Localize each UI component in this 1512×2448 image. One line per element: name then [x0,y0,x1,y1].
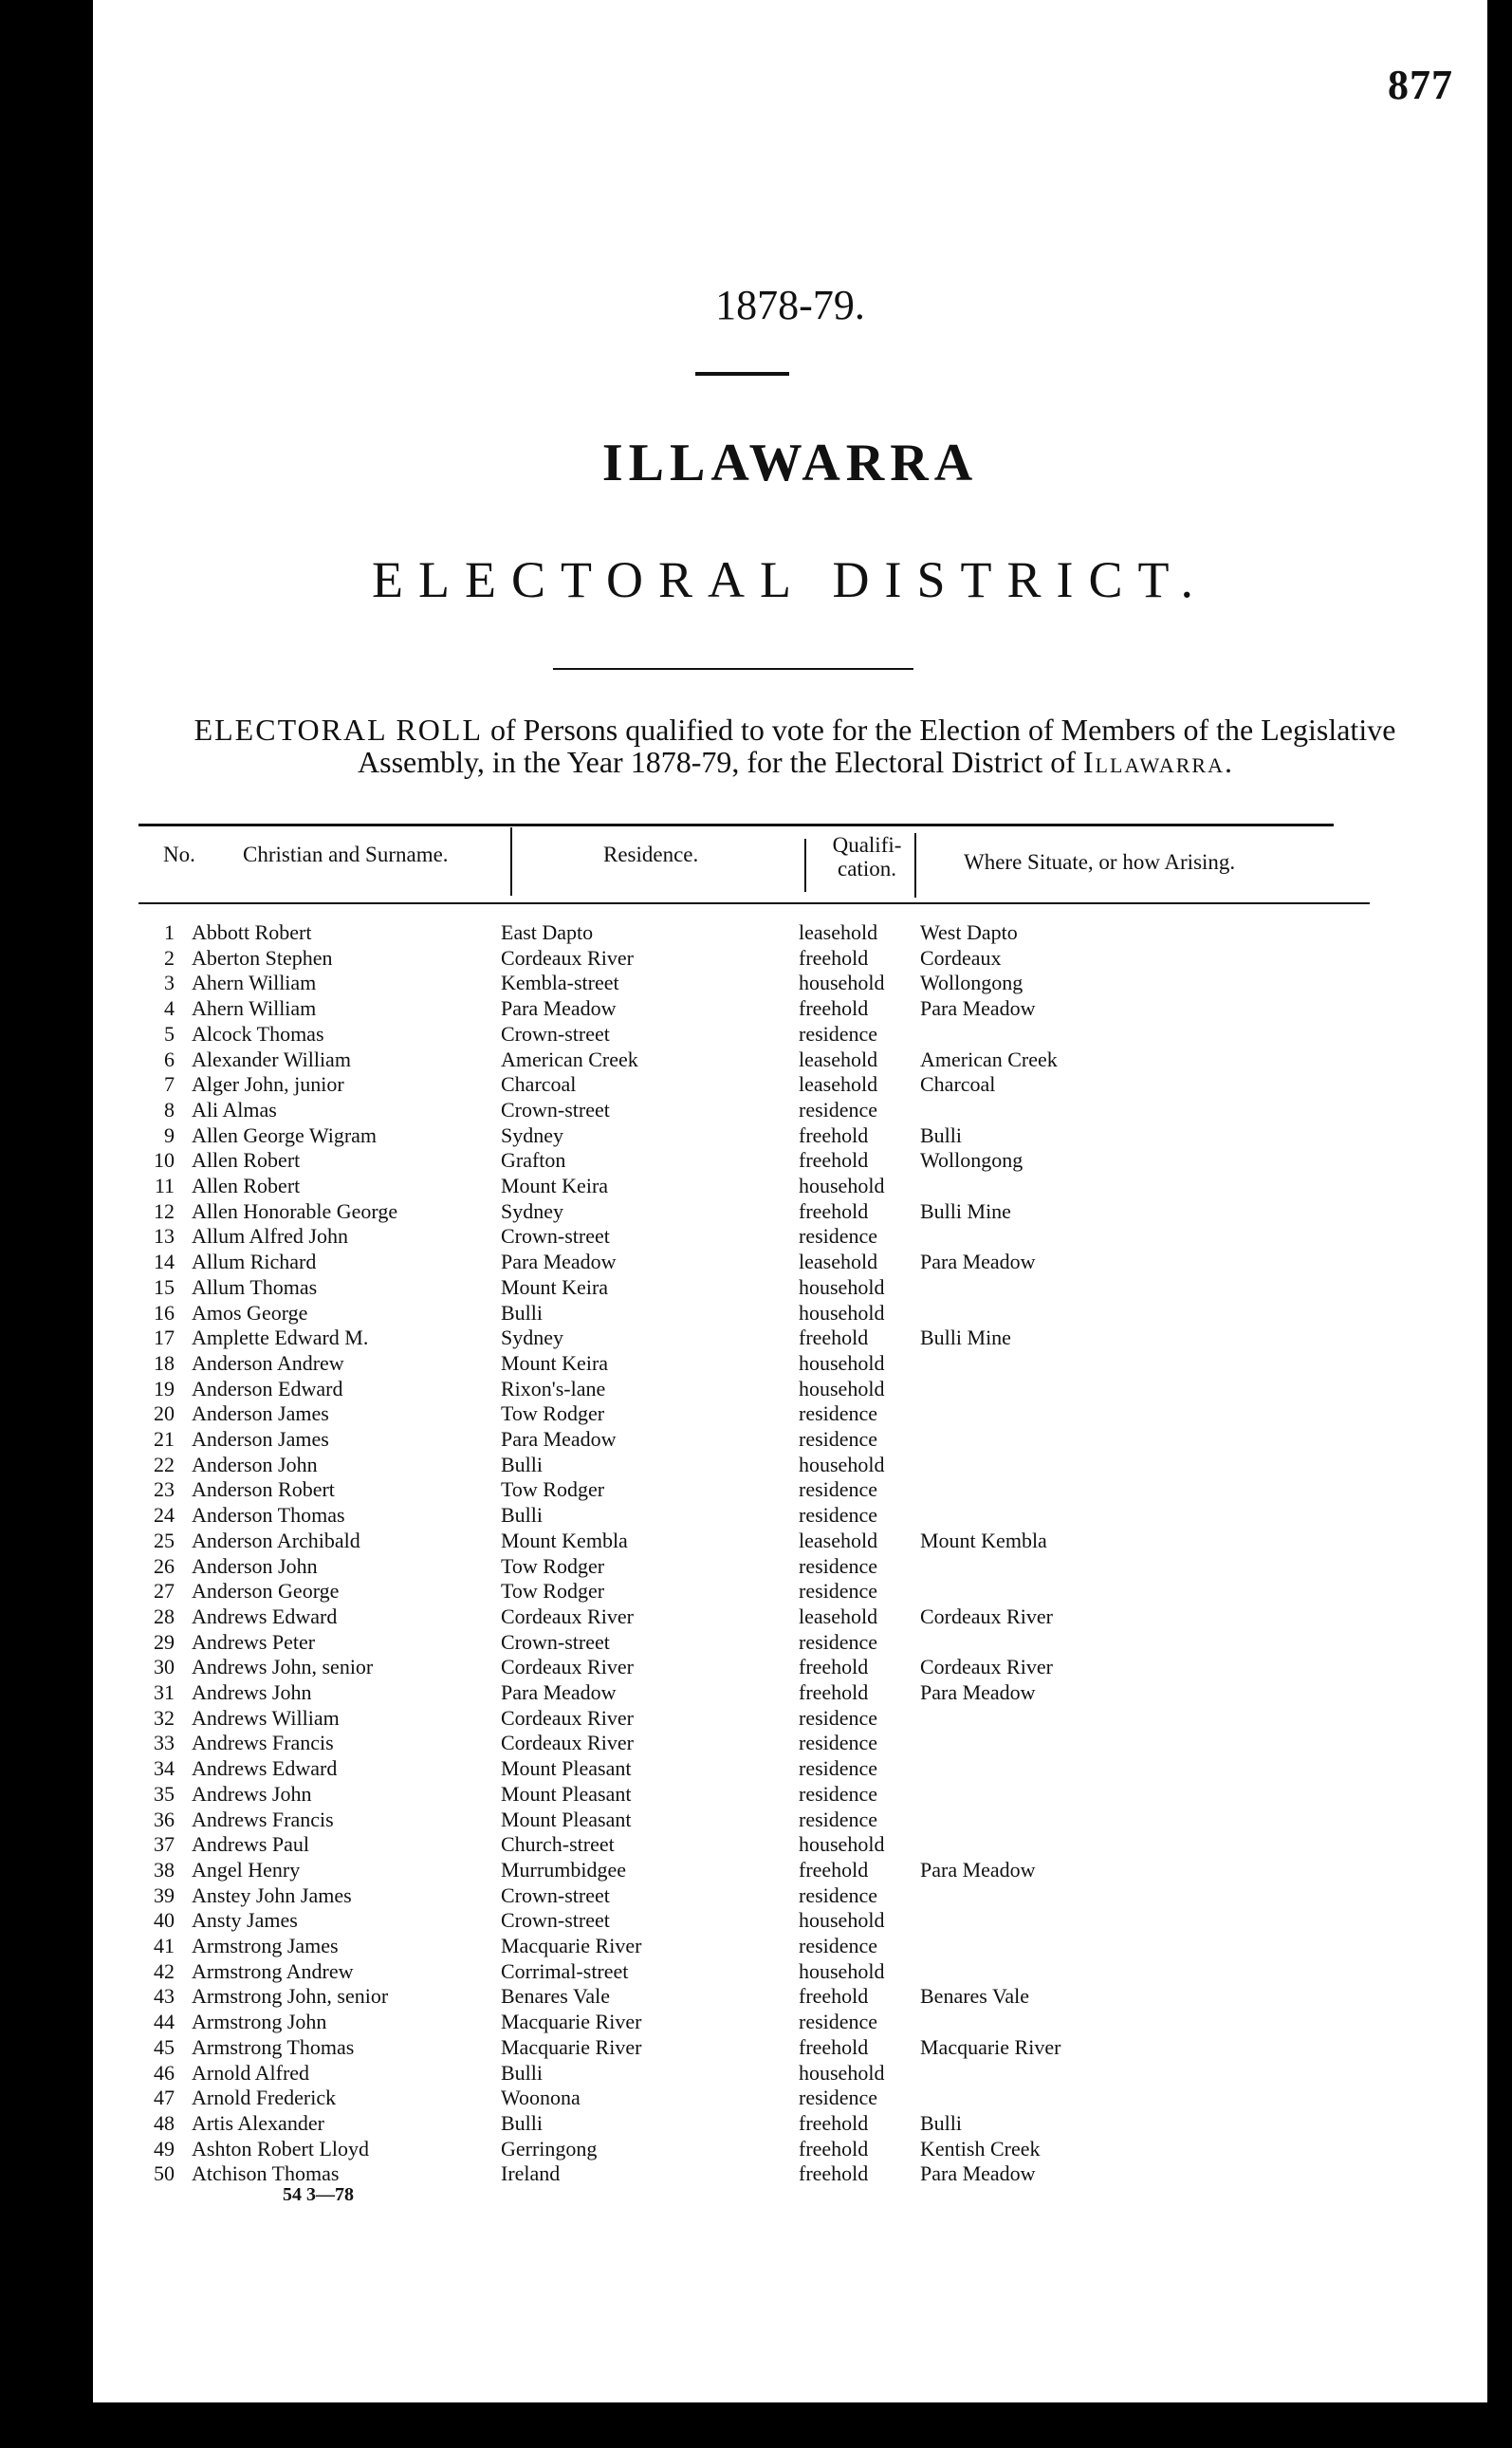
entry-qualification: leasehold [799,1250,878,1273]
table-row [93,1048,1487,1072]
entry-where-situate: Macquarie River [920,2035,1061,2059]
entry-residence: Mount Pleasant [501,1782,632,1806]
entry-qualification: residence [799,1782,878,1806]
entry-where-situate: Para Meadow [920,2161,1036,2185]
entry-number: 7 [164,1072,175,1096]
entry-where-situate: Bulli Mine [920,1326,1011,1349]
entry-name: Anderson John [192,1554,318,1578]
entry-residence: Crown-street [501,1630,610,1654]
entry-name: Andrews Francis [192,1731,334,1754]
entry-qualification: residence [799,1579,878,1603]
table-row [93,1503,1487,1528]
entry-qualification: freehold [799,1326,869,1349]
entry-name: Allen Robert [192,1148,301,1172]
entry-qualification: freehold [799,1984,869,2008]
entry-qualification: freehold [799,2035,869,2059]
table-row [93,1477,1487,1502]
entry-name: Alger John, junior [192,1072,344,1096]
entry-number: 4 [164,996,175,1020]
entry-where-situate: Para Meadow [920,1250,1036,1273]
entry-number: 3 [164,971,175,994]
entry-name: Andrews William [192,1706,340,1730]
entry-residence: Bulli [501,2111,544,2135]
table-row [93,1351,1487,1376]
entry-name: Artis Alexander [192,2111,324,2135]
entry-number: 26 [154,1554,175,1578]
entry-residence: East Dapto [501,920,594,944]
entry-where-situate: Cordeaux River [920,1604,1053,1628]
table-row [93,1250,1487,1274]
divider-short [695,372,789,376]
entry-number: 5 [164,1022,175,1046]
entry-number: 47 [154,2086,175,2109]
entry-qualification: household [799,971,885,994]
entry-residence: Bulli [501,1453,544,1476]
entry-name: Alcock Thomas [192,1022,324,1046]
entry-number: 15 [154,1275,175,1299]
col-header-qualification: Qualifi-cation. [832,833,902,881]
entry-number: 2 [164,946,175,970]
table-row [93,946,1487,971]
entry-number: 39 [154,1883,175,1907]
entry-name: Andrews John [192,1680,312,1704]
intro-text: of Persons qualified to vote for the Election of Members of the Legislative Assembly, in the Year 1878-79, for the Electoral District of [358,713,1396,779]
entry-number: 43 [154,1984,175,2008]
entry-residence: Rixon's-lane [501,1377,606,1400]
entry-qualification: residence [799,1503,878,1527]
entry-name: Ahern William [192,971,317,994]
entry-number: 27 [154,1579,175,1603]
entry-name: Arnold Alfred [192,2061,310,2085]
entry-number: 33 [154,1731,175,1754]
entry-number: 31 [154,1680,175,1704]
entry-where-situate: Bulli [920,2111,963,2135]
entry-name: Allum Alfred John [192,1224,348,1248]
entry-residence: Para Meadow [501,1250,617,1273]
entry-name: Andrews Peter [192,1630,316,1654]
entry-qualification: leasehold [799,1529,878,1552]
entry-qualification: household [799,1377,885,1400]
table-row [93,920,1487,945]
entry-name: Allen Honorable George [192,1199,398,1223]
entry-name: Allum Richard [192,1250,317,1273]
entry-number: 32 [154,1706,175,1730]
entry-residence: Sydney [501,1123,563,1147]
entry-residence: Tow Rodger [501,1579,605,1603]
entry-name: Atchison Thomas [192,2161,340,2185]
entry-where-situate: Bulli [920,1123,963,1147]
entry-qualification: household [799,2061,885,2085]
entry-residence: Woonona [501,2086,581,2109]
col-header-residence: Residence. [603,843,699,866]
entry-name: Ali Almas [192,1098,277,1122]
entry-name: Allen Robert [192,1174,301,1197]
entry-number: 22 [154,1453,175,1476]
entry-number: 16 [154,1301,175,1325]
document-page [93,0,1487,2402]
entry-name: Andrews Edward [192,1604,338,1628]
entry-where-situate: Charcoal [920,1072,996,1096]
entry-qualification: household [799,1959,885,1983]
entry-qualification: freehold [799,946,869,970]
table-row [93,1883,1487,1908]
entry-qualification: residence [799,1401,878,1425]
table-row [93,1731,1487,1755]
table-row [93,1098,1487,1122]
entry-residence: Macquarie River [501,2035,642,2059]
entry-residence: Benares Vale [501,1984,611,2008]
entry-number: 48 [154,2111,175,2135]
entry-qualification: freehold [799,1123,869,1147]
entry-residence: Bulli [501,1301,544,1325]
table-row [93,1554,1487,1579]
entry-qualification: residence [799,1808,878,1831]
entry-name: Ashton Robert Lloyd [192,2137,369,2161]
entry-residence: Tow Rodger [501,1554,605,1578]
entry-residence: Mount Keira [501,1351,609,1375]
table-row [93,1427,1487,1452]
entry-name: Amplette Edward M. [192,1326,369,1349]
table-row [93,2137,1487,2161]
entry-qualification: residence [799,1022,878,1046]
entry-name: Anstey John James [192,1883,352,1907]
table-row [93,1934,1487,1958]
table-row [93,1199,1487,1224]
entry-name: Aberton Stephen [192,946,333,970]
entry-where-situate: Wollongong [920,971,1023,994]
entry-number: 23 [154,1477,175,1501]
table-row [93,2161,1487,2186]
entry-residence: Crown-street [501,1224,610,1248]
table-row [93,1680,1487,1705]
entry-name: Amos George [192,1301,308,1325]
entry-number: 10 [154,1148,175,1172]
entry-number: 8 [164,1098,175,1122]
entry-qualification: residence [799,1554,878,1578]
table-row [93,1579,1487,1604]
entry-number: 46 [154,2061,175,2085]
entry-qualification: household [799,1908,885,1932]
entry-qualification: residence [799,1098,878,1122]
table-row [93,2061,1487,2086]
entry-where-situate: Mount Kembla [920,1529,1047,1552]
entry-name: Anderson James [192,1427,329,1451]
entry-name: Angel Henry [192,1858,301,1882]
entry-qualification: household [799,1453,885,1476]
table-row [93,1630,1487,1655]
entry-qualification: residence [799,2010,878,2033]
entry-residence: Sydney [501,1199,563,1223]
entry-residence: Cordeaux River [501,1655,634,1678]
entry-residence: Cordeaux River [501,946,634,970]
intro-paragraph [138,714,1451,778]
entry-residence: Bulli [501,2061,544,2085]
entry-qualification: residence [799,1706,878,1730]
entry-residence: Tow Rodger [501,1401,605,1425]
entry-where-situate: Para Meadow [920,996,1036,1020]
entry-name: Armstrong Thomas [192,2035,355,2059]
entry-name: Allen George Wigram [192,1123,378,1147]
entry-number: 38 [154,1858,175,1882]
entry-qualification: residence [799,1630,878,1654]
table-row [93,1377,1487,1401]
col-header-where: Where Situate, or how Arising. [964,850,1236,874]
scan-edge-right [1487,0,1512,2448]
entry-name: Armstrong James [192,1934,339,1957]
entry-residence: Cordeaux River [501,1706,634,1730]
entry-residence: American Creek [501,1048,638,1071]
entry-name: Anderson Andrew [192,1351,344,1375]
entry-qualification: freehold [799,1148,869,1172]
table-row [93,1326,1487,1350]
table-row [93,1808,1487,1832]
entry-residence: Macquarie River [501,2010,642,2033]
entry-name: Armstrong John, senior [192,1984,389,2008]
table-header-rule [138,902,1370,904]
intro-lead: ELECTORAL ROLL [194,713,483,747]
col-header-no: No. [163,843,195,866]
entry-number: 45 [154,2035,175,2059]
table-row [93,2035,1487,2060]
entry-number: 19 [154,1377,175,1400]
entry-residence: Mount Keira [501,1174,609,1197]
entry-number: 14 [154,1250,175,1273]
table-row [93,1148,1487,1173]
entry-name: Ansty James [192,1908,298,1932]
entry-residence: Mount Pleasant [501,1756,632,1780]
entry-number: 30 [154,1655,175,1678]
table-row [93,1275,1487,1300]
roll-year: 1878-79. [715,282,865,328]
entry-number: 9 [164,1123,175,1147]
entry-number: 40 [154,1908,175,1932]
entry-residence: Crown-street [501,1098,610,1122]
entry-residence: Kembla-street [501,971,619,994]
entry-number: 13 [154,1224,175,1248]
entry-where-situate: Bulli Mine [920,1199,1011,1223]
entry-name: Anderson George [192,1579,340,1603]
entry-residence: Corrimal-street [501,1959,629,1983]
entry-number: 37 [154,1832,175,1856]
entry-number: 42 [154,1959,175,1983]
table-row [93,1123,1487,1148]
entry-qualification: household [799,1351,885,1375]
entry-residence: Murrumbidgee [501,1858,626,1882]
entry-where-situate: West Dapto [920,920,1018,944]
table-row [93,1959,1487,1984]
entry-residence: Mount Kembla [501,1529,628,1552]
entry-number: 24 [154,1503,175,1527]
entry-name: Anderson John [192,1453,318,1476]
entry-residence: Cordeaux River [501,1731,634,1754]
entry-number: 25 [154,1529,175,1552]
table-row [93,1832,1487,1857]
entry-residence: Church-street [501,1832,615,1856]
table-row [93,1756,1487,1781]
entry-name: Andrews Paul [192,1832,310,1856]
intro-district: Illawarra [1082,745,1225,779]
entry-name: Andrews John [192,1782,312,1806]
entry-residence: Ireland [501,2161,561,2185]
table-row [93,2111,1487,2136]
entry-where-situate: Para Meadow [920,1680,1036,1704]
entry-qualification: leasehold [799,1048,878,1071]
entry-qualification: residence [799,2086,878,2109]
entry-qualification: leasehold [799,920,878,944]
entry-name: Anderson Thomas [192,1503,345,1527]
entry-residence: Charcoal [501,1072,577,1096]
scan-edge-bottom [0,2402,1512,2448]
entry-name: Alexander William [192,1048,351,1071]
entry-qualification: household [799,1275,885,1299]
table-row [93,1655,1487,1679]
col-divider [914,833,916,898]
table-row [93,1858,1487,1882]
entry-qualification: freehold [799,1655,869,1678]
entry-residence: Para Meadow [501,996,617,1020]
table-row [93,996,1487,1021]
entry-name: Anderson Archibald [192,1529,360,1552]
table-row [93,1453,1487,1477]
electoral-district-heading: ELECTORAL DISTRICT. [372,551,1208,608]
entry-number: 29 [154,1630,175,1654]
entry-qualification: residence [799,1477,878,1501]
entry-name: Arnold Frederick [192,2086,337,2109]
entry-number: 34 [154,1756,175,1780]
table-row [93,1529,1487,1553]
entry-qualification: freehold [799,1199,869,1223]
entry-number: 35 [154,1782,175,1806]
entry-residence: Mount Keira [501,1275,609,1299]
table-row [93,1908,1487,1933]
entry-number: 12 [154,1199,175,1223]
entry-residence: Crown-street [501,1908,610,1932]
entry-where-situate: Cordeaux [920,946,1002,970]
entry-residence: Para Meadow [501,1680,617,1704]
entry-name: Andrews Francis [192,1808,334,1831]
entry-qualification: freehold [799,2111,869,2135]
entry-qualification: residence [799,1731,878,1754]
entry-name: Anderson Edward [192,1377,343,1400]
table-row [93,1782,1487,1807]
entry-name: Andrews Edward [192,1756,338,1780]
col-divider [804,839,806,892]
page-number: 877 [1388,62,1453,108]
intro-end: . [1224,745,1232,779]
entry-where-situate: Para Meadow [920,1858,1036,1882]
entry-number: 17 [154,1326,175,1349]
entry-number: 11 [154,1174,175,1197]
entry-name: Anderson Robert [192,1477,335,1501]
entry-name: Armstrong John [192,2010,327,2033]
entry-qualification: household [799,1301,885,1325]
entry-residence: Crown-street [501,1022,610,1046]
table-row [93,1174,1487,1198]
entry-qualification: leasehold [799,1072,878,1096]
entry-residence: Sydney [501,1326,563,1349]
entry-residence: Cordeaux River [501,1604,634,1628]
entry-qualification: residence [799,1883,878,1907]
entry-qualification: leasehold [799,1604,878,1628]
entry-qualification: freehold [799,996,869,1020]
entry-name: Abbott Robert [192,920,312,944]
entry-where-situate: Benares Vale [920,1984,1030,2008]
entry-qualification: residence [799,1224,878,1248]
entry-qualification: residence [799,1427,878,1451]
entry-qualification: household [799,1832,885,1856]
table-row [93,971,1487,995]
col-header-name: Christian and Surname. [243,843,449,866]
entry-residence: Bulli [501,1503,544,1527]
entry-name: Armstrong Andrew [192,1959,354,1983]
col-divider [510,827,512,896]
entry-qualification: freehold [799,2161,869,2185]
entry-where-situate: Wollongong [920,1148,1023,1172]
table-row [93,1072,1487,1097]
entry-qualification: freehold [799,1680,869,1704]
entry-residence: Gerringong [501,2137,598,2161]
entry-qualification: freehold [799,2137,869,2161]
entry-number: 44 [154,2010,175,2033]
entry-where-situate: Cordeaux River [920,1655,1053,1678]
table-row [93,1022,1487,1047]
entry-name: Ahern William [192,996,317,1020]
entry-qualification: freehold [799,1858,869,1882]
entry-residence: Tow Rodger [501,1477,605,1501]
entry-residence: Grafton [501,1148,566,1172]
entry-residence: Crown-street [501,1883,610,1907]
entry-number: 28 [154,1604,175,1628]
district-title: ILLAWARRA [601,434,979,492]
entry-number: 50 [154,2161,175,2185]
entry-qualification: residence [799,1756,878,1780]
entry-number: 18 [154,1351,175,1375]
entry-number: 36 [154,1808,175,1831]
table-row [93,2086,1487,2110]
entry-qualification: household [799,1174,885,1197]
table-row [93,2010,1487,2034]
table-row [93,1224,1487,1249]
entry-number: 21 [154,1427,175,1451]
table-row [93,1604,1487,1629]
printer-code: 54 3—78 [283,2184,354,2205]
entry-number: 41 [154,1934,175,1957]
entry-where-situate: Kentish Creek [920,2137,1041,2161]
table-row [93,1401,1487,1426]
entry-name: Anderson James [192,1401,329,1425]
entry-number: 49 [154,2137,175,2161]
entry-name: Andrews John, senior [192,1655,374,1678]
table-row [93,1984,1487,2009]
entry-residence: Macquarie River [501,1934,642,1957]
divider-mid [553,668,913,670]
table-row [93,1706,1487,1731]
entry-number: 6 [164,1048,175,1071]
table-top-rule [138,824,1334,826]
entry-residence: Para Meadow [501,1427,617,1451]
entry-qualification: residence [799,1934,878,1957]
entry-residence: Mount Pleasant [501,1808,632,1831]
entry-name: Allum Thomas [192,1275,318,1299]
table-row [93,1301,1487,1326]
entry-number: 1 [164,920,175,944]
entry-number: 20 [154,1401,175,1425]
entry-where-situate: American Creek [920,1048,1058,1071]
